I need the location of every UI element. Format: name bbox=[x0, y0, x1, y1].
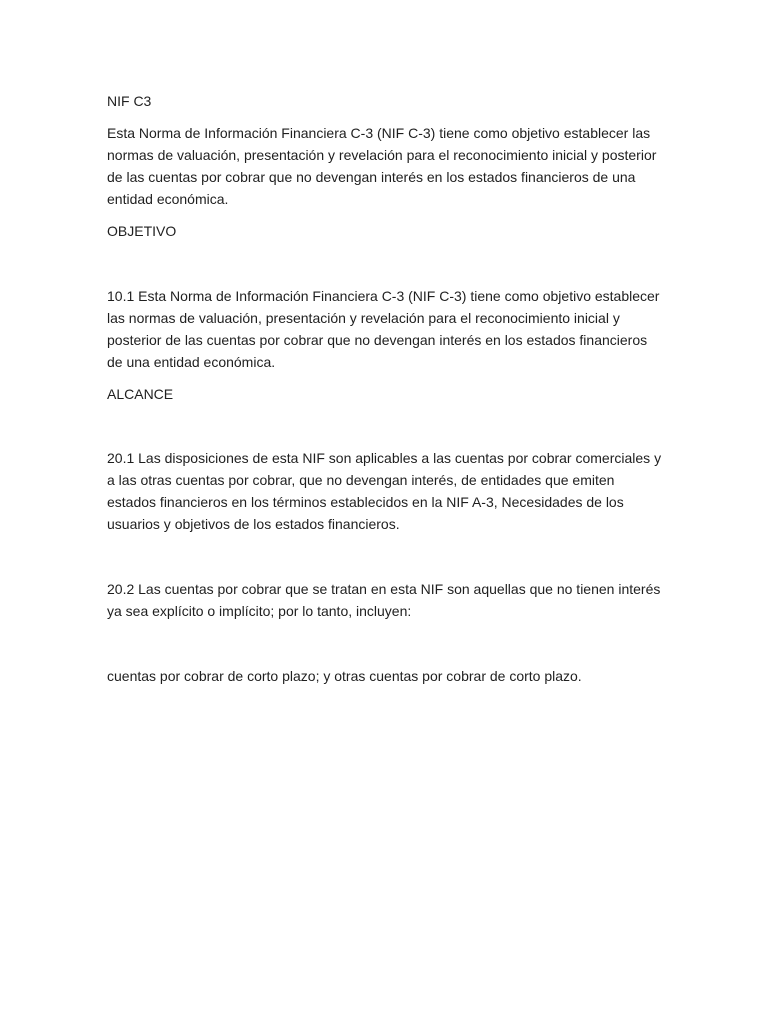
objetivo-heading: OBJETIVO bbox=[107, 223, 177, 239]
alcance-heading: ALCANCE bbox=[107, 386, 174, 402]
intro-paragraph: Esta Norma de Información Financiera C-3 (NIF C-3) tiene como objetivo establecer las normas de valuación, presentación y revelación para el reconocimiento inicial y posterior de las cuentas por cobrar que no devengan interés en los estados financieros de una entidad económica. bbox=[107, 125, 657, 207]
closing-line: cuentas por cobrar de corto plazo; y otras cuentas por cobrar de corto plazo. bbox=[107, 668, 582, 684]
paragraph-20-2: 20.2 Las cuentas por cobrar que se tratan en esta NIF son aquellas que no tienen interés ya sea explícito o implícito; por lo tanto, incluyen: bbox=[107, 581, 661, 619]
paragraph-10-1: 10.1 Esta Norma de Información Financiera C-3 (NIF C-3) tiene como objetivo establecer las normas de valuación, presentación y revelación para el reconocimiento inicial y posterior de las cuentas por cobrar que no devengan interés en los estados financieros de una entidad económica. bbox=[107, 288, 660, 370]
paragraph-20-1: 20.1 Las disposiciones de esta NIF son aplicables a las cuentas por cobrar comerciales y a las otras cuentas por cobrar, que no devengan interés, de entidades que emiten estados financieros en los términos establecidos en la NIF A-3, Necesidades de los usuarios y objetivos de los estados financieros. bbox=[107, 450, 662, 532]
document-title: NIF C3 bbox=[107, 93, 152, 109]
